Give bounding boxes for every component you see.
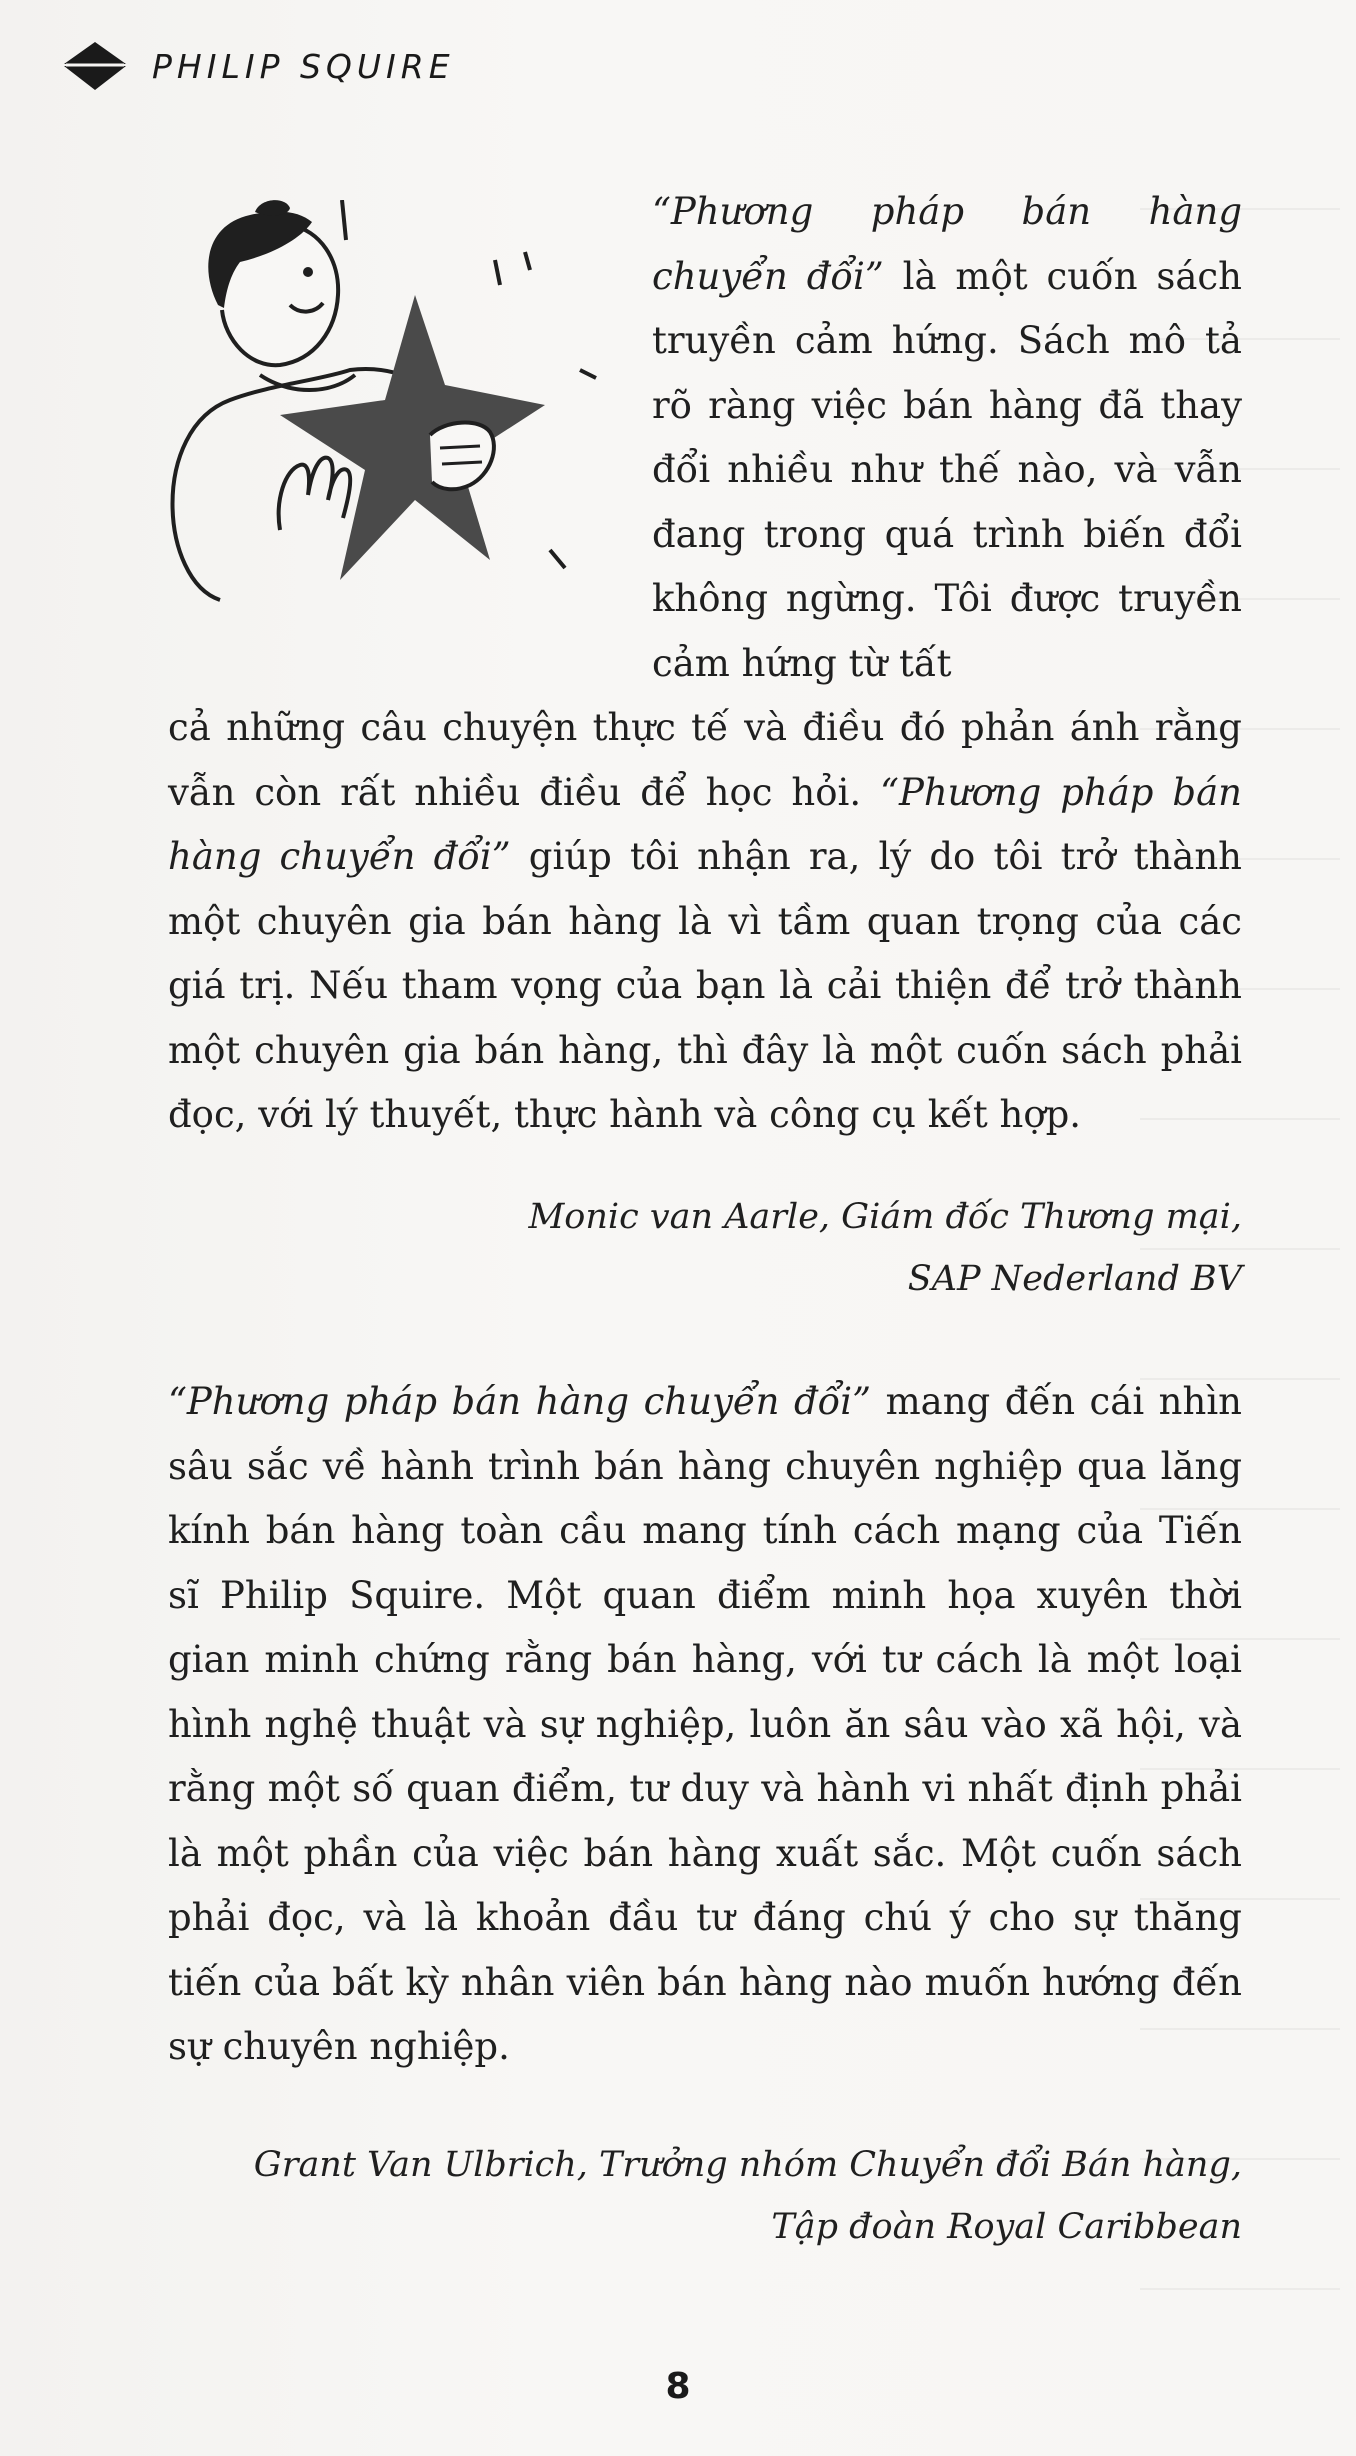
book-title-mention: “Phương pháp bán hàng chuyển đổi” [168, 1380, 872, 1423]
testimonial-1-author-name-title: Monic van Aarle, Giám đốc Thương mại, [528, 1197, 1242, 1237]
testimonial-2-author-company: Tập đoàn Royal Caribbean [771, 2207, 1242, 2247]
testimonial-1-attribution [528, 1186, 1242, 1310]
testimonial-1-continued-text [168, 696, 1242, 1148]
testimonial-1-text-b: cả những câu chuyện thực tế và điều đó phản ánh rằng vẫn còn rất nhiều điều để học hỏi. [168, 706, 1242, 814]
testimonial-1-wrapped-text [652, 180, 1242, 696]
double-chevron-logo-icon [62, 40, 128, 92]
testimonial-2-author-name-title: Grant Van Ulbrich, Trưởng nhóm Chuyển đổi Bán hàng, [253, 2145, 1242, 2185]
running-head-author: PHILIP SQUIRE [152, 46, 455, 86]
page-number: 8 [665, 2366, 691, 2407]
book-title-mention: “Phương pháp bán hàng chuyển đổi” [652, 190, 1242, 298]
testimonial-1-author-company: SAP Nederland BV [907, 1259, 1242, 1299]
testimonial-2-text [168, 1370, 1242, 2080]
testimonial-1-text-c: giúp tôi nhận ra, lý do tôi trở thành một chuyên gia bán hàng là vì tầm quan trọng của các giá trị. Nếu tham vọng của bạn là cải thiện để trở thành một chuyên gia bán hàng, thì đây là một cuốn sách phải đọc, với lý thuyết, thực hành và công cụ kết hợp. [168, 835, 1242, 1136]
book-title-mention: “Phương pháp bán hàng chuyển đổi” [168, 770, 1242, 878]
person-holding-star-illustration-icon [160, 200, 620, 630]
testimonial-2-body: mang đến cái nhìn sâu sắc về hành trình bán hàng chuyên nghiệp qua lăng kính bán hàng toàn cầu mang tính cách mạng của Tiến sĩ Philip Squire. Một quan điểm minh họa xuyên thời gian minh chứng rằng bán hàng, với tư cách là một loại hình nghệ thuật và sự nghiệp, luôn ăn sâu vào xã hội, và rằng một số quan điểm, tư duy và hành vi nhất định phải là một phần của việc bán hàng xuất sắc. Một cuốn sách phải đọc, và là khoản đầu tư đáng chú ý cho sự thăng tiến của bất kỳ nhân viên bán hàng nào muốn hướng đến sự chuyên nghiệp. [168, 1380, 1242, 2068]
testimonial-1-text-a: là một cuốn sách truyền cảm hứng. Sách mô tả rõ ràng việc bán hàng đã thay đổi nhiều như thế nào, và vẫn đang trong quá trình biến đổi không ngừng. Tôi được truyền cảm hứng từ tất [652, 254, 1242, 685]
testimonial-2-attribution [254, 2134, 1242, 2258]
running-header [62, 38, 455, 94]
